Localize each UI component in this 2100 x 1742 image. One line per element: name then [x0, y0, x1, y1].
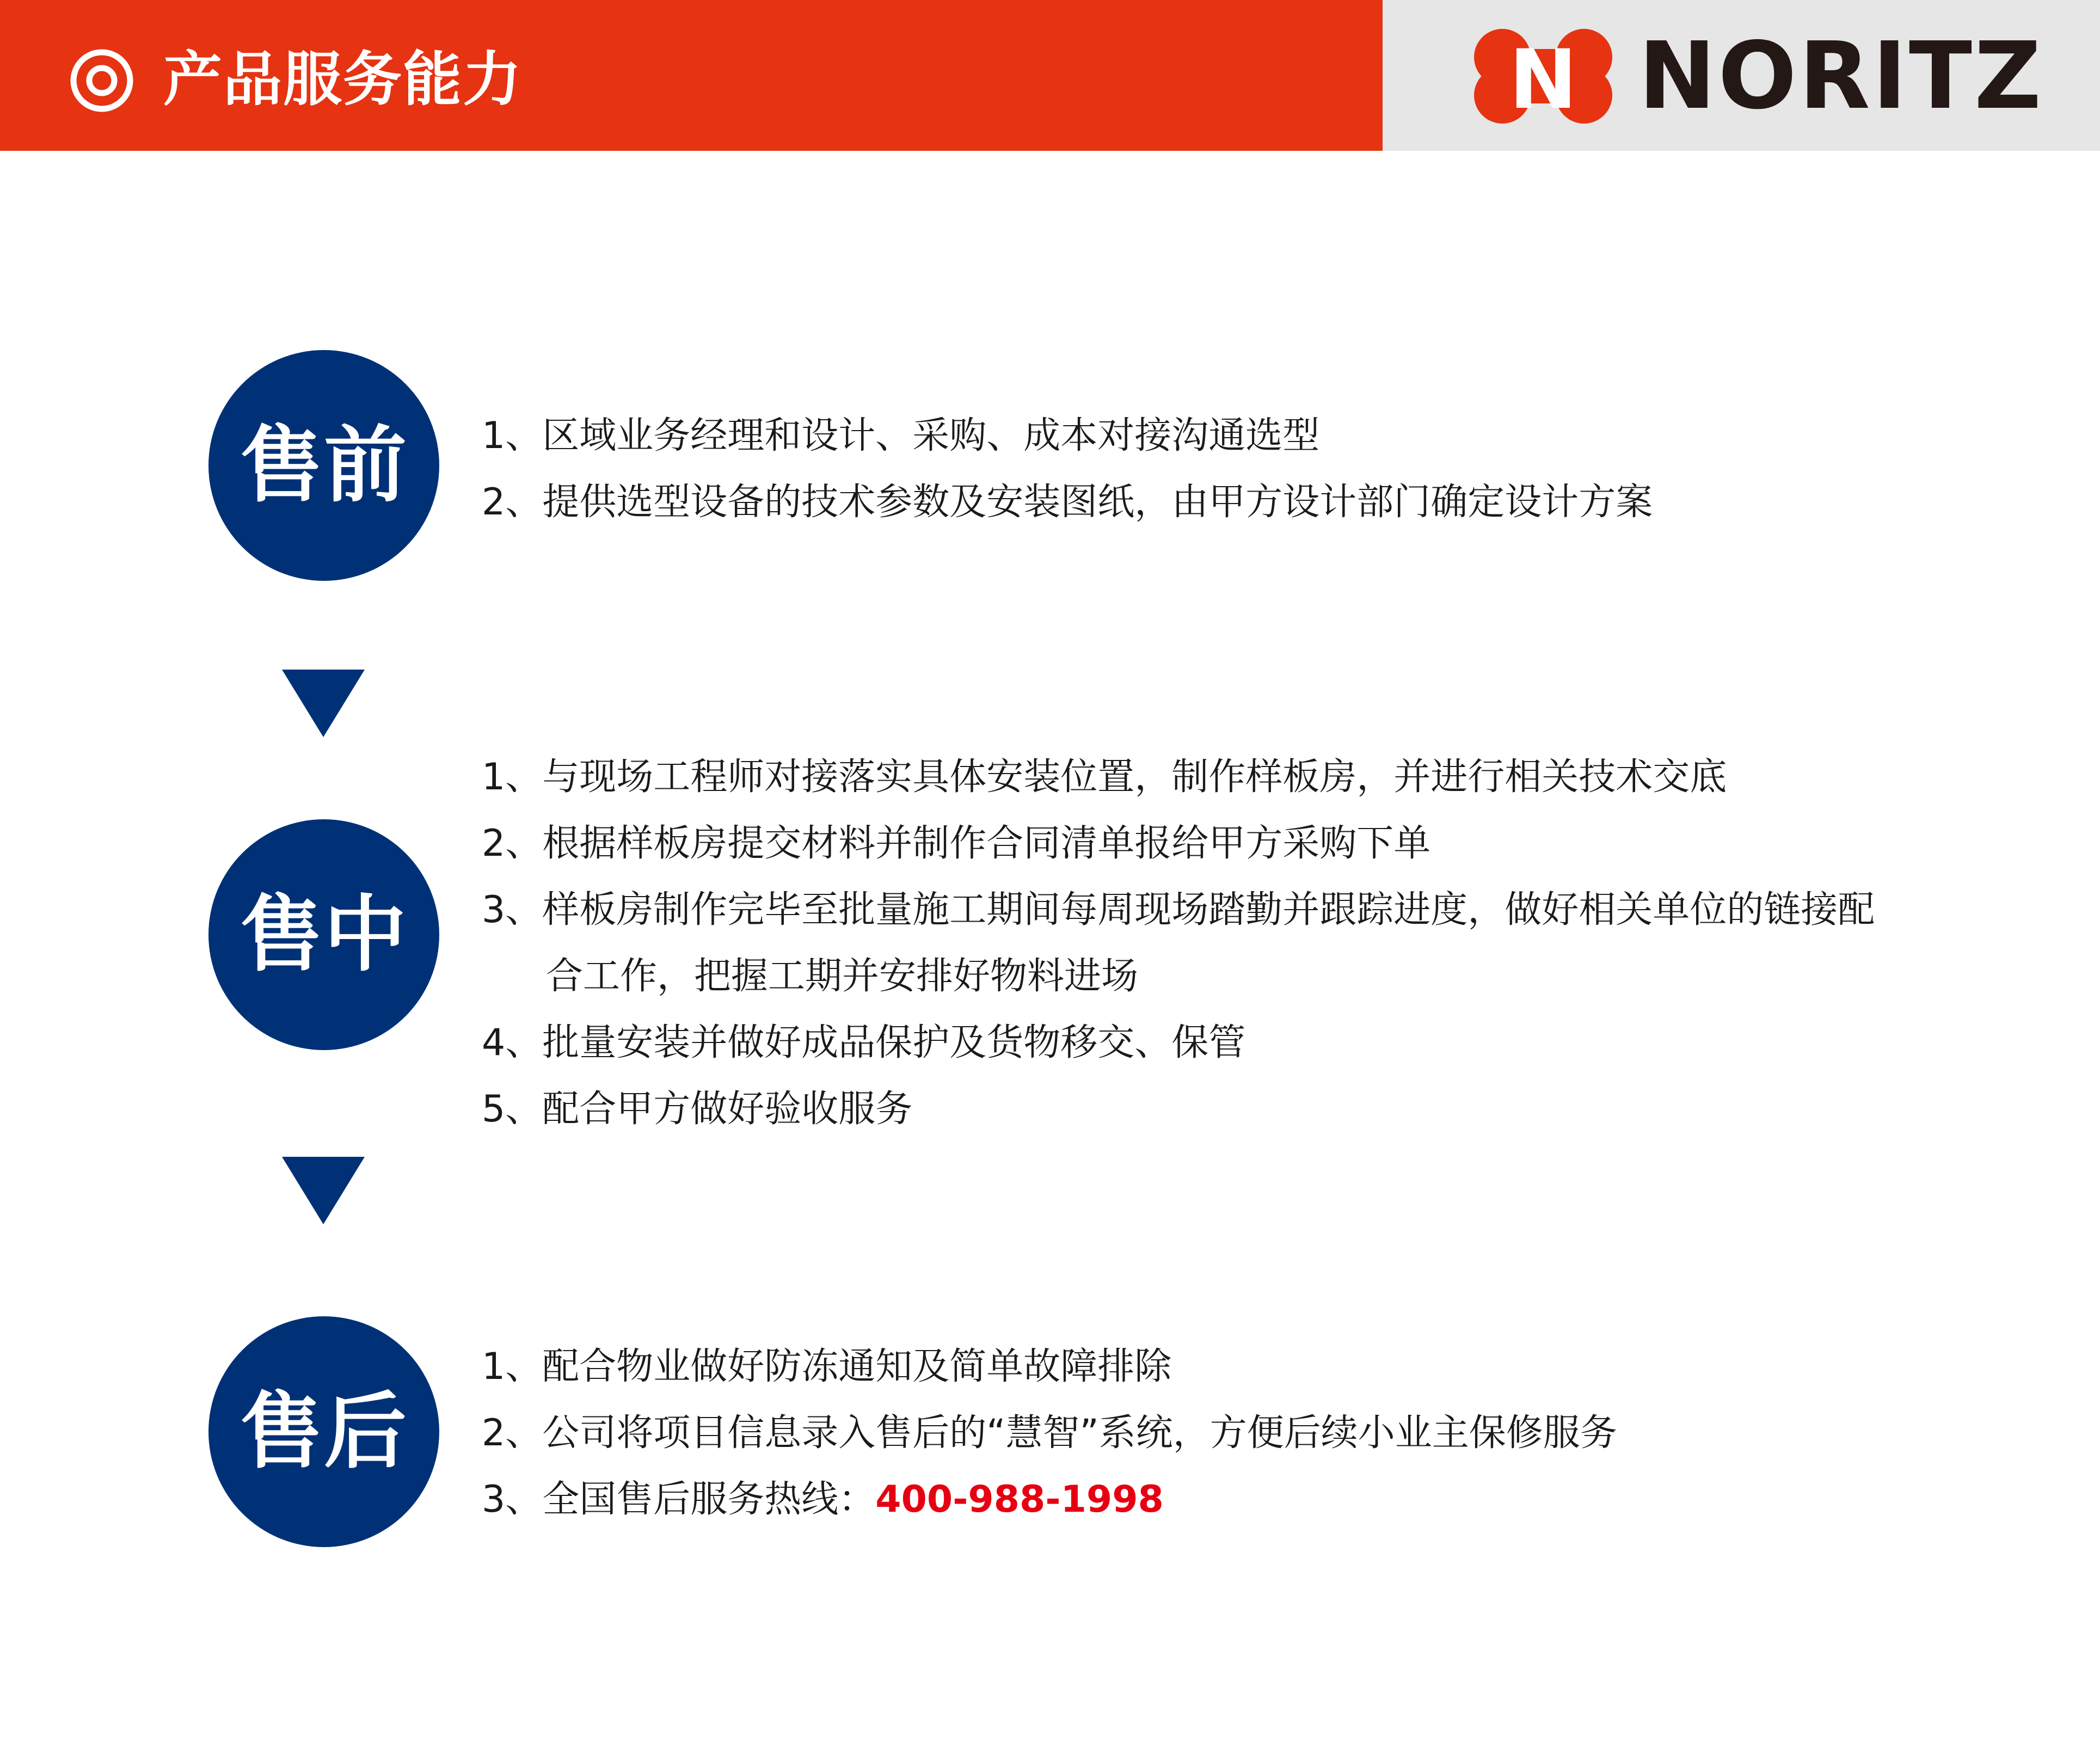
- svg-text:N: N: [1509, 33, 1577, 125]
- presale-item-list: [482, 403, 1653, 536]
- list-item: 2、提供选型设备的技术参数及安装图纸，由甲方设计部门确定设计方案: [482, 481, 1653, 524]
- noritz-logo-icon: [1470, 27, 1617, 125]
- list-item: 4、批量安装并做好成品保护及货物移交、保管: [482, 1021, 1246, 1064]
- list-item: 3、样板房制作完毕至批量施工期间每周现场踏勤并跟踪进度，做好相关单位的链接配: [482, 888, 1875, 931]
- list-item: 1、区域业务经理和设计、采购、成本对接沟通选型: [482, 414, 1320, 457]
- stage-label-presale: 售前: [240, 417, 408, 513]
- hotline-number: 400-988-1998: [875, 1478, 1164, 1521]
- hotline-label: 3、全国售后服务热线：: [482, 1478, 876, 1521]
- list-item-continuation: 合工作，把握工期并安排好物料进场: [546, 955, 1139, 998]
- list-item: 2、根据样板房提交材料并制作合同清单报给甲方采购下单: [482, 822, 1431, 865]
- list-item: [482, 1467, 1617, 1533]
- insale-item-list: [482, 744, 1875, 1143]
- list-item: 1、配合物业做好防冻通知及简单故障排除: [482, 1345, 1172, 1388]
- stage-circle-aftersale: [208, 1316, 439, 1547]
- stage-label-insale: 售中: [240, 886, 408, 983]
- list-item: 2、公司将项目信息录入售后的“慧智”系统，方便后续小业主保修服务: [482, 1412, 1617, 1455]
- stage-circle-insale: [208, 819, 439, 1050]
- stage-label-aftersale: 售后: [240, 1383, 408, 1480]
- page-title: 产品服务能力: [163, 46, 523, 114]
- brand-name: NORITZ: [1638, 22, 2044, 130]
- down-triangle-icon: [282, 670, 365, 737]
- stage-circle-presale: [208, 350, 439, 581]
- aftersale-item-list: [482, 1334, 1617, 1533]
- target-icon: [69, 48, 134, 113]
- list-item: 1、与现场工程师对接落实具体安装位置，制作样板房，并进行相关技术交底: [482, 756, 1727, 799]
- down-triangle-icon: [282, 1157, 365, 1224]
- list-item: 5、配合甲方做好验收服务: [482, 1088, 913, 1131]
